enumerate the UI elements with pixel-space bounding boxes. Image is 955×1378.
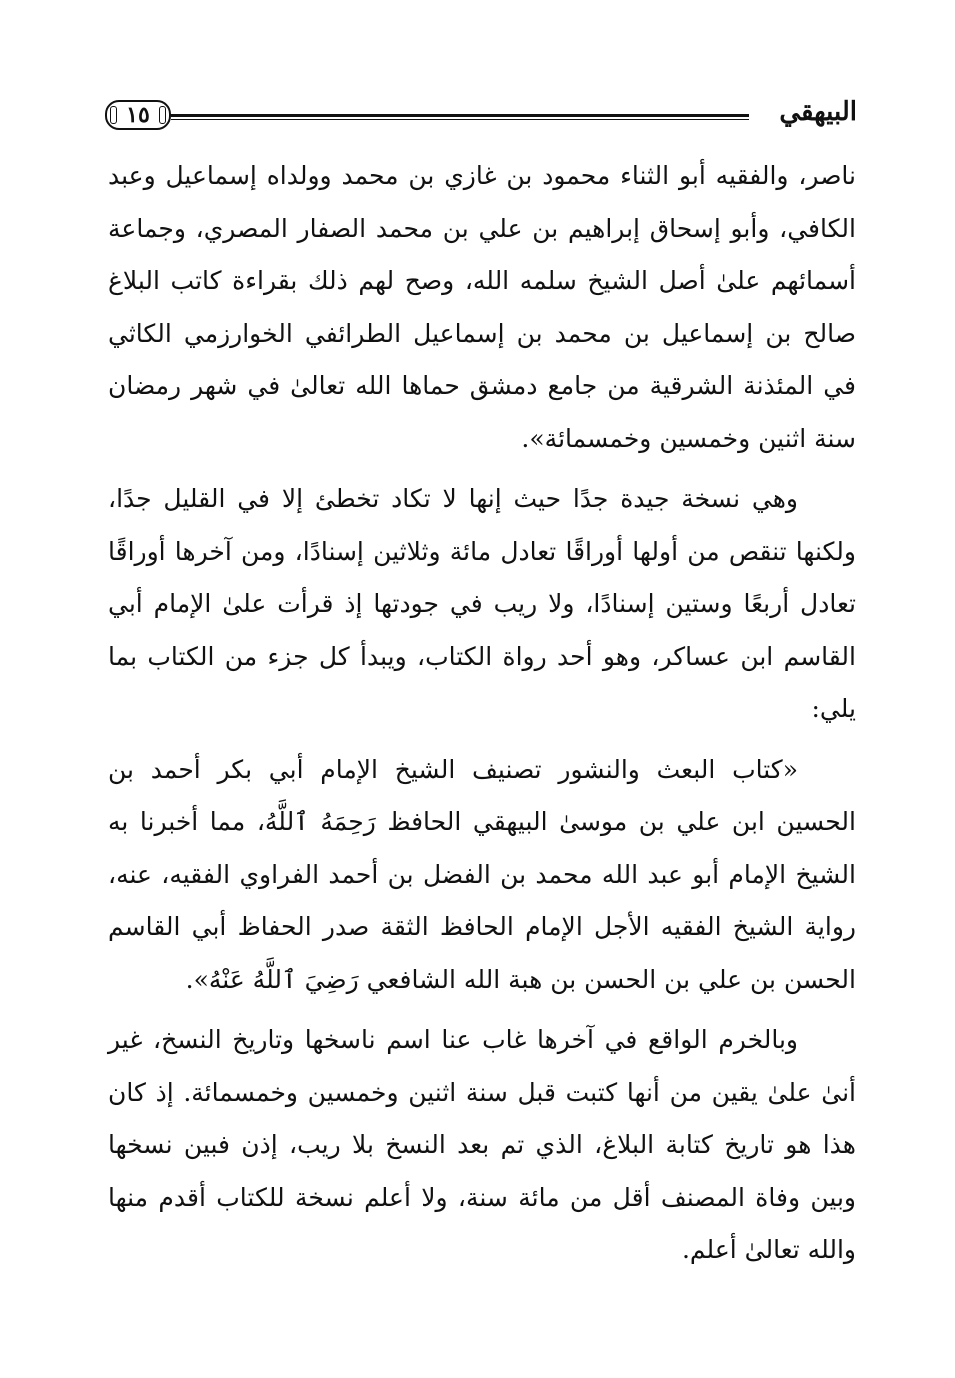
body-text — [108, 150, 856, 1277]
page-number: ١٥ — [105, 100, 171, 130]
running-header-title: البيهقي — [779, 97, 857, 127]
running-header — [105, 98, 857, 134]
paragraph-1: ناصر، والفقيه أبو الثناء محمود بن غازي بن محمد وولداه إسماعيل وعبد الكافي، وأبو إسحاق إبراهيم بن علي بن محمد الصفار المصري، وجماعة أسمائهم علىٰ أصل الشيخ سلمه الله، وصح لهم ذلك بقراءة كاتب البلاغ صالح بن إسماعيل بن محمد بن إسماعيل الطرائفي الخوارزمي الكاثي في المئذنة الشرقية من جامع دمشق حماها الله تعالىٰ في شهر رمضان سنة اثنين وخمسين وخمسمائة». — [108, 161, 856, 453]
header-rule — [171, 114, 749, 117]
paragraph-2: وهي نسخة جيدة جدًا حيث إنها لا تكاد تخطئ إلا في القليل جدًا، ولكنها تنقص من أولها أوراقًا تعادل مائة وثلاثين إسنادًا، ومن آخرها أوراقًا تعادل أربعًا وستين إسنادًا، ولا ريب في جودتها إذ قرأت علىٰ الإمام أبي القاسم ابن عساكر، وهو أحد رواة الكتاب، ويبدأ كل جزء من الكتاب بما يلي: — [108, 484, 856, 723]
paragraph-3-quotation: «كتاب البعث والنشور تصنيف الشيخ الإمام أبي بكر أحمد بن الحسين ابن علي بن موسىٰ البيهقي الحافظ رَحِمَهُ ٱللَّهُ، مما أخبرنا به الشيخ الإمام أبو عبد الله محمد بن الفضل بن أحمد الفراوي الفقيه، عنه، رواية الشيخ الفقيه الأجل الإمام الحافظ الثقة صدر الحفاظ أبي القاسم الحسن بن علي بن الحسن بن هبة الله الشافعي رَضِيَ ٱللَّهُ عَنْهُ». — [108, 754, 856, 994]
paragraph-4: وبالخرم الواقع في آخرها غاب عنا اسم ناسخها وتاريخ النسخ، غير أنىٰ علىٰ يقين من أنها كتبت قبل سنة اثنين وخمسين وخمسمائة. إذ كان هذا هو تاريخ كتابة البلاغ، الذي تم بعد النسخ بلا ريب، إذن فبين نسخها وبين وفاة المصنف أقل من مائة سنة، ولا أعلم نسخة للكتاب أقدم منها والله تعالىٰ أعلم. — [108, 1025, 856, 1264]
